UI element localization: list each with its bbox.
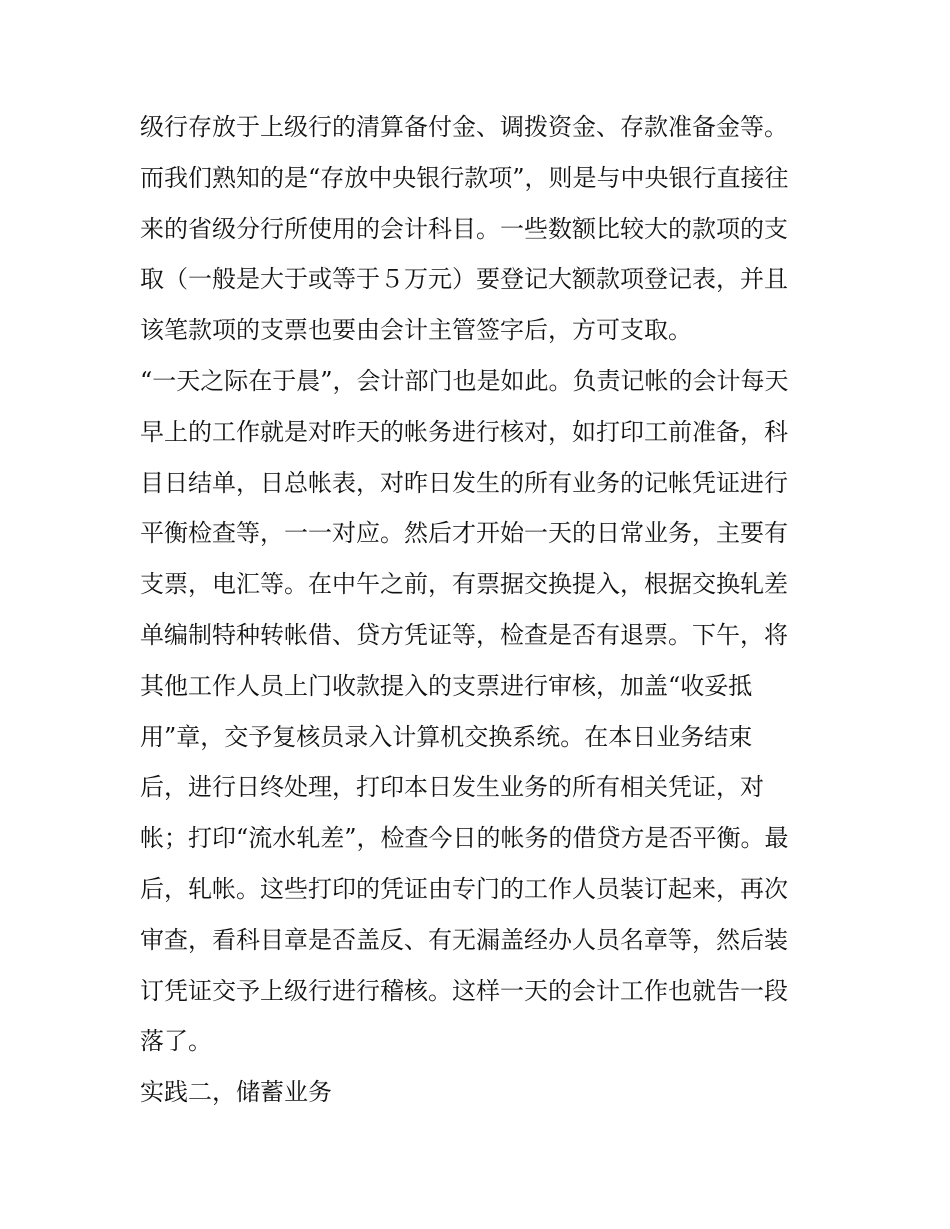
text-line: 单编制特种转帐借、贷方凭证等，检查是否有退票。下午，将 (140, 620, 788, 649)
text-line: 后，轧帐。这些打印的凭证由专门的工作人员装订起来，再次 (140, 874, 788, 903)
text-line: 平衡检查等，一一对应。然后才开始一天的日常业务，主要有 (140, 519, 788, 548)
body-text (140, 102, 840, 1118)
text-line: 落了。 (140, 1027, 212, 1056)
text-line: 取（一般是大于或等于５万元）要登记大额款项登记表，并且 (140, 265, 788, 294)
text-line: 早上的工作就是对昨天的帐务进行核对，如打印工前准备，科 (140, 417, 788, 446)
text-line: 来的省级分行所使用的会计科目。一些数额比较大的款项的支 (140, 214, 788, 243)
section-heading: 实践二，储蓄业务 (140, 1078, 332, 1107)
text-line: 支票，电汇等。在中午之前，有票据交换提入，根据交换轧差 (140, 570, 788, 599)
text-line: 后，进行日终处理，打印本日发生业务的所有相关凭证，对 (140, 773, 764, 802)
text-line: 该笔款项的支票也要由会计主管签字后，方可支取。 (140, 316, 692, 345)
text-line: 其他工作人员上门收款提入的支票进行审核，加盖“收妥抵 (140, 671, 753, 700)
text-line: “一天之际在于晨”，会计部门也是如此。负责记帐的会计每天 (140, 366, 789, 395)
text-line: 而我们熟知的是“存放中央银行款项”，则是与中央银行直接往 (140, 163, 789, 192)
text-line: 用”章，交予复核员录入计算机交换系统。在本日业务结束 (140, 722, 753, 751)
text-line: 帐；打印“流水轧差”，检查今日的帐务的借贷方是否平衡。最 (140, 824, 789, 853)
text-line: 审查，看科目章是否盖反、有无漏盖经办人员名章等，然后装 (140, 925, 788, 954)
text-line: 目日结单，日总帐表，对昨日发生的所有业务的记帐凭证进行 (140, 468, 788, 497)
text-line: 订凭证交予上级行进行稽核。这样一天的会计工作也就告一段 (140, 976, 788, 1005)
text-line: 级行存放于上级行的清算备付金、调拨资金、存款准备金等。 (140, 113, 788, 141)
